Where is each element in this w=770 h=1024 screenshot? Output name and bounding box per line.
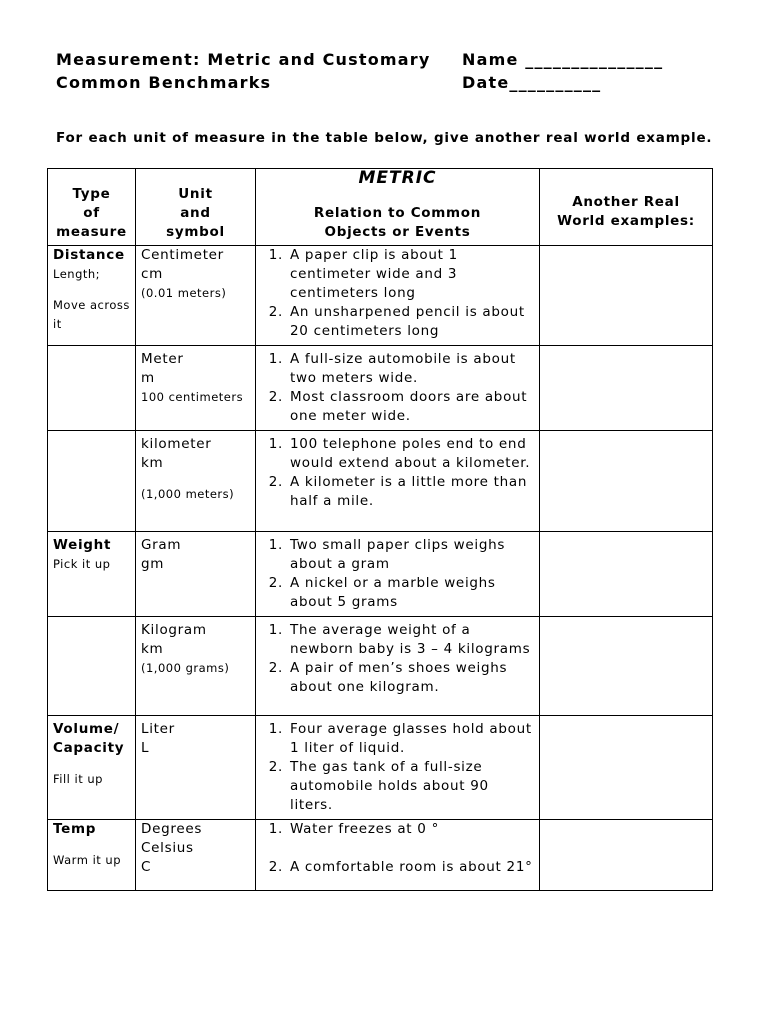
date-field[interactable]: Date__________ [462, 73, 602, 92]
unit-cell: Degrees Celsius C [136, 820, 256, 891]
title-line-2: Common Benchmarks [56, 73, 272, 92]
table-row [48, 431, 713, 532]
relation-cell: 1. Water freezes at 0 ° 2. A comfortable room is about 21° [256, 820, 540, 891]
worksheet-title [56, 48, 431, 94]
type-cell: Weight Pick it up [48, 532, 136, 617]
type-cell [48, 431, 136, 532]
relation-cell: 1. Four average glasses hold about 1 liter of liquid. 2. The gas tank of a full-size automobile holds about 90 liters. [256, 716, 540, 820]
type-cell [48, 346, 136, 431]
metric-benchmarks-table [47, 168, 713, 891]
example-answer-cell[interactable] [540, 346, 713, 431]
example-answer-cell[interactable] [540, 820, 713, 891]
table-row [48, 246, 713, 346]
instructions: For each unit of measure in the table below, give another real world example. [56, 130, 713, 146]
unit-cell: Meter m 100 centimeters [136, 346, 256, 431]
col-unit-header: Unit and symbol [136, 169, 256, 246]
unit-cell: Centimeter cm (0.01 meters) [136, 246, 256, 346]
type-cell: Distance Length; Move across it [48, 246, 136, 346]
example-answer-cell[interactable] [540, 246, 713, 346]
relation-cell: 1. Two small paper clips weighs about a gram 2. A nickel or a marble weighs about 5 grams [256, 532, 540, 617]
title-line-1: Measurement: Metric and Customary [56, 50, 431, 69]
unit-cell: Gram gm [136, 532, 256, 617]
name-field[interactable]: Name _______________ [462, 50, 664, 69]
col-examples-header: Another Real World examples: [540, 169, 713, 246]
table-row [48, 346, 713, 431]
header-row [48, 169, 713, 246]
relation-cell: 1. A full-size automobile is about two meters wide. 2. Most classroom doors are about one meter wide. [256, 346, 540, 431]
name-date-block [462, 48, 663, 94]
col-type-header: Type of measure [48, 169, 136, 246]
unit-cell: Kilogram km (1,000 grams) [136, 617, 256, 716]
table-row [48, 532, 713, 617]
type-cell: Volume/ Capacity Fill it up [48, 716, 136, 820]
relation-cell: 1. 100 telephone poles end to end would extend about a kilometer. 2. A kilometer is a little more than half a mile. [256, 431, 540, 532]
relation-cell: 1. A paper clip is about 1 centimeter wide and 3 centimeters long 2. An unsharpened pencil is about 20 centimeters long [256, 246, 540, 346]
unit-cell: Liter L [136, 716, 256, 820]
table-row [48, 820, 713, 891]
example-answer-cell[interactable] [540, 716, 713, 820]
example-answer-cell[interactable] [540, 617, 713, 716]
col-relation-header: METRIC Relation to Common Objects or Events [256, 169, 540, 246]
table-row [48, 716, 713, 820]
type-cell: Temp Warm it up [48, 820, 136, 891]
section-title: METRIC [358, 168, 437, 188]
type-cell [48, 617, 136, 716]
unit-cell: kilometer km (1,000 meters) [136, 431, 256, 532]
relation-cell: 1. The average weight of a newborn baby is 3 – 4 kilograms 2. A pair of men’s shoes weighs about one kilogram. [256, 617, 540, 716]
table-row [48, 617, 713, 716]
example-answer-cell[interactable] [540, 431, 713, 532]
example-answer-cell[interactable] [540, 532, 713, 617]
